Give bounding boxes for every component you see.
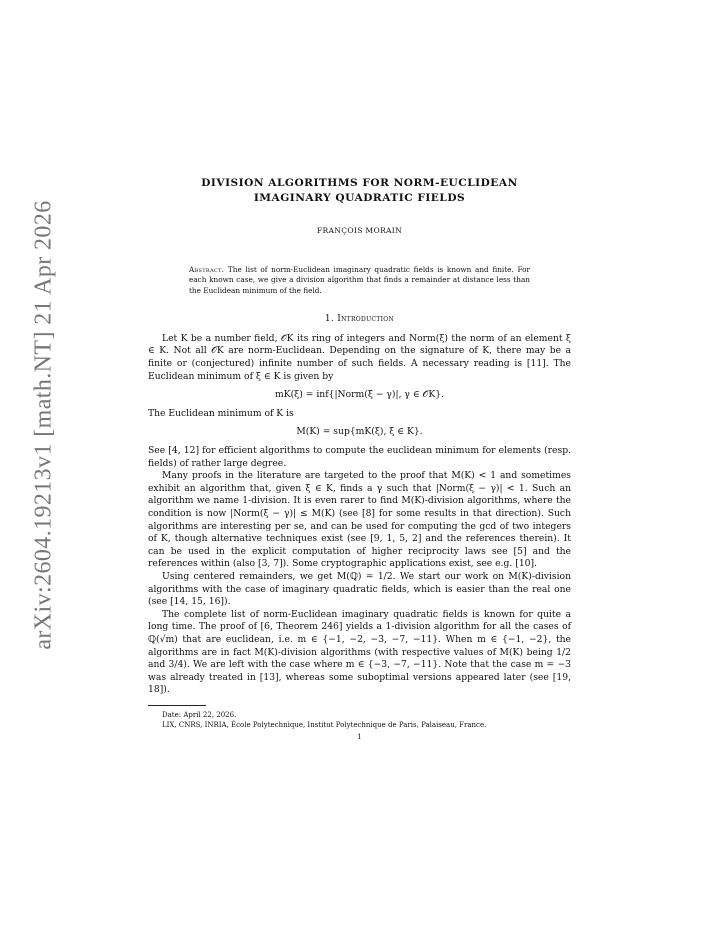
title-line-2: IMAGINARY QUADRATIC FIELDS [253, 192, 466, 204]
equation-euclidean-minimum-field: M(K) = sup{mK(ξ), ξ ∈ K}. [296, 426, 423, 438]
paragraph-1: Let K be a number field, 𝒪K its ring of integers and Norm(ξ) the norm of an element ξ ∈ K. Not all 𝒪K are norm-Euclidean. Depending on the signature of K, there may be a finite or (conjectured) infinite number of such fields. A necessary reading is [11]. The Euclidean minimum of ξ ∈ K is given by [148, 332, 571, 382]
paragraph-6: The complete list of norm-Euclidean imaginary quadratic fields is known for quite a long time. The proof of [6, Theorem 246] yields a 1-division algorithm for all the cases of ℚ(√m) that are euclidean, i.e. m ∈ {−1, −2, −3, −7, −11}. When m ∈ {−1, −2}, the algorithms are in fact M(K)-division algorithms (with respective values of M(K) being 1/2 and 3/4). We are left with the case where m ∈ {−3, −7, −11}. Note that the case m = −3 was already treated in [13], whereas some suboptimal versions appeared later (see [19, 18]). [148, 608, 571, 696]
paper-title [148, 176, 571, 206]
paragraph-5: Using centered remainders, we get M(ℚ) = 1/2. We start our work on M(K)-division algorithms with the case of imaginary quadratic fields, which is easier than the real one (see [14, 15, 16]). [148, 570, 571, 608]
abstract-text: The list of norm-Euclidean imaginary quadratic fields is known and finite. For each known case, we give a division algorithm that finds a remainder at distance less than the Euclidean minimum of the field. [189, 265, 530, 295]
equation-euclidean-minimum-element: mK(ξ) = inf{|Norm(ξ − γ)|, γ ∈ 𝒪K}. [275, 389, 444, 401]
paragraph-2: The Euclidean minimum of K is [148, 407, 294, 419]
abstract [189, 265, 530, 296]
section-heading-introduction: 1. Introduction [324, 313, 395, 324]
paper-page [148, 0, 571, 741]
footnote-affiliation: LIX, CNRS, INRIA, École Polytechnique, Institut Polytechnique de Paris, Palaiseau, France. [162, 720, 487, 729]
page-number: 1 [357, 732, 362, 741]
footnotes [148, 710, 571, 730]
footnote-rule [148, 705, 206, 706]
author: FRANÇOIS MORAIN [316, 226, 403, 235]
paragraph-4: Many proofs in the literature are targeted to the proof that M(K) < 1 and sometimes exhibit an algorithm that, given ξ ∈ K, finds a γ such that |Norm(ξ − γ)| < 1. Such an algorithm we name 1-division. It is even rarer to find M(K)-division algorithms, where the condition is now |Norm(ξ − γ)| ≤ M(K) (see [8] for some results in that direction). Such algorithms are interesting per se, and can be used for computing the gcd of two integers of K, though alternative techniques exist (see [9, 1, 5, 2] and the references therein). It can be used in the explicit computation of higher reciprocity laws see [5] and the references within (also [3, 7]). Some cryptographic applications exist, see e.g. [10]. [148, 470, 571, 570]
abstract-label: Abstract. [189, 265, 225, 274]
title-line-1: DIVISION ALGORITHMS FOR NORM-EUCLIDEAN [201, 177, 518, 189]
footnote-date: Date: April 22, 2026. [162, 710, 237, 719]
paragraph-3: See [4, 12] for efficient algorithms to compute the euclidean minimum for elements (resp. fields) of rather large degree. [148, 445, 571, 469]
arxiv-identifier: arXiv:2604.19213v1 [math.NT] 21 Apr 2026 [30, 200, 57, 650]
